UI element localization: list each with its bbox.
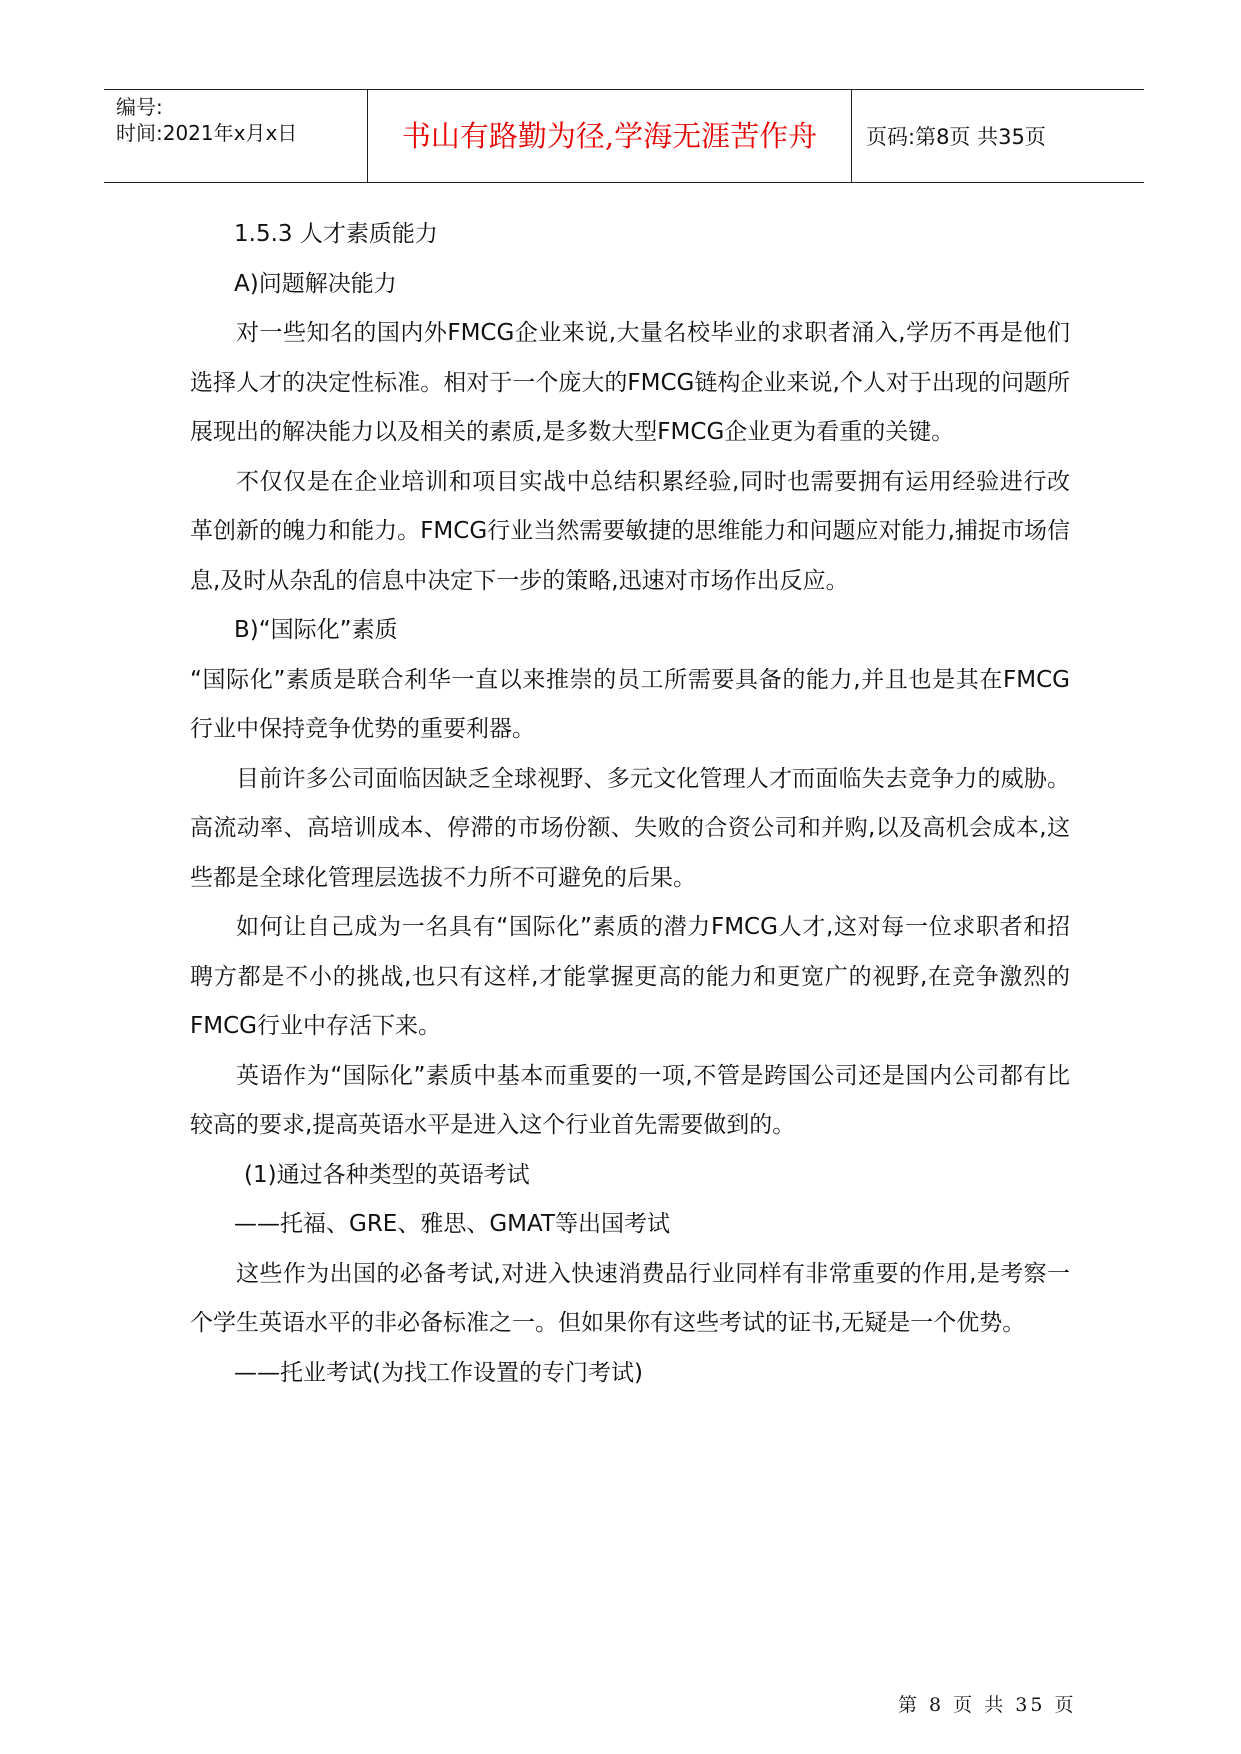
paragraph-5: 如何让自己成为一名具有“国际化”素质的潜力FMCG人才,这对每一位求职者和招聘方都是不小的挑战,也只有这样,才能掌握更高的能力和更宽广的视野,在竞争激烈的FMCG行业中存活下来。 <box>190 914 1070 1039</box>
header-left-cell <box>104 90 368 182</box>
paragraph-1: 对一些知名的国内外FMCG企业来说,大量名校毕业的求职者涌入,学历不再是他们选择人才的决定性标准。相对于一个庞大的FMCG链构企业来说,个人对于出现的问题所展现出的解决能力以及相关的素质,是多数大型FMCG企业更为看重的关键。 <box>190 320 1070 445</box>
document-body <box>190 210 1070 1398</box>
page-header-table <box>104 89 1144 183</box>
document-time-label: 时间:2021年x月x日 <box>116 121 298 145</box>
paragraph-7: 这些作为出国的必备考试,对进入快速消费品行业同样有非常重要的作用,是考察一个学生英语水平的非必备标准之一。但如果你有这些考试的证书,无疑是一个优势。 <box>190 1260 1070 1336</box>
paragraph-3: “国际化”素质是联合利华一直以来推崇的员工所需要具备的能力,并且也是其在FMCG行业中保持竞争优势的重要利器。 <box>190 666 1070 742</box>
subheading-b: B)“国际化”素质 <box>234 617 398 643</box>
list-item-1: (1)通过各种类型的英语考试 <box>244 1161 530 1188</box>
paragraph-6: 英语作为“国际化”素质中基本而重要的一项,不管是跨国公司还是国内公司都有比较高的要求,提高英语水平是进入这个行业首先需要做到的。 <box>190 1062 1070 1138</box>
section-title: 1.5.3 人才素质能力 <box>234 221 438 247</box>
header-middle-cell <box>368 90 852 182</box>
dash-line-2: ——托业考试(为找工作设置的专门考试) <box>234 1359 643 1386</box>
paragraph-4: 目前许多公司面临因缺乏全球视野、多元文化管理人才而面临失去竞争力的威胁。高流动率、高培训成本、停滞的市场份额、失败的合资公司和并购,以及高机会成本,这些都是全球化管理层选拔不力所不可避免的后果。 <box>190 765 1070 891</box>
document-number-label: 编号: <box>116 95 163 119</box>
paragraph-2: 不仅仅是在企业培训和项目实战中总结积累经验,同时也需要拥有运用经验进行改革创新的魄力和能力。FMCG行业当然需要敏捷的思维能力和问题应对能力,捕捉市场信息,及时从杂乱的信息中决定下一步的策略,迅速对市场作出反应。 <box>190 468 1070 594</box>
header-page-info: 页码:第8页 共35页 <box>866 125 1046 149</box>
subheading-a: A)问题解决能力 <box>234 270 397 297</box>
dash-line-1: ——托福、GRE、雅思、GMAT等出国考试 <box>234 1211 671 1237</box>
page-footer-number: 第 8 页 共 35 页 <box>898 1694 1077 1716</box>
header-motto: 书山有路勤为径,学海无涯苦作舟 <box>401 119 818 153</box>
header-right-cell <box>852 90 1144 182</box>
